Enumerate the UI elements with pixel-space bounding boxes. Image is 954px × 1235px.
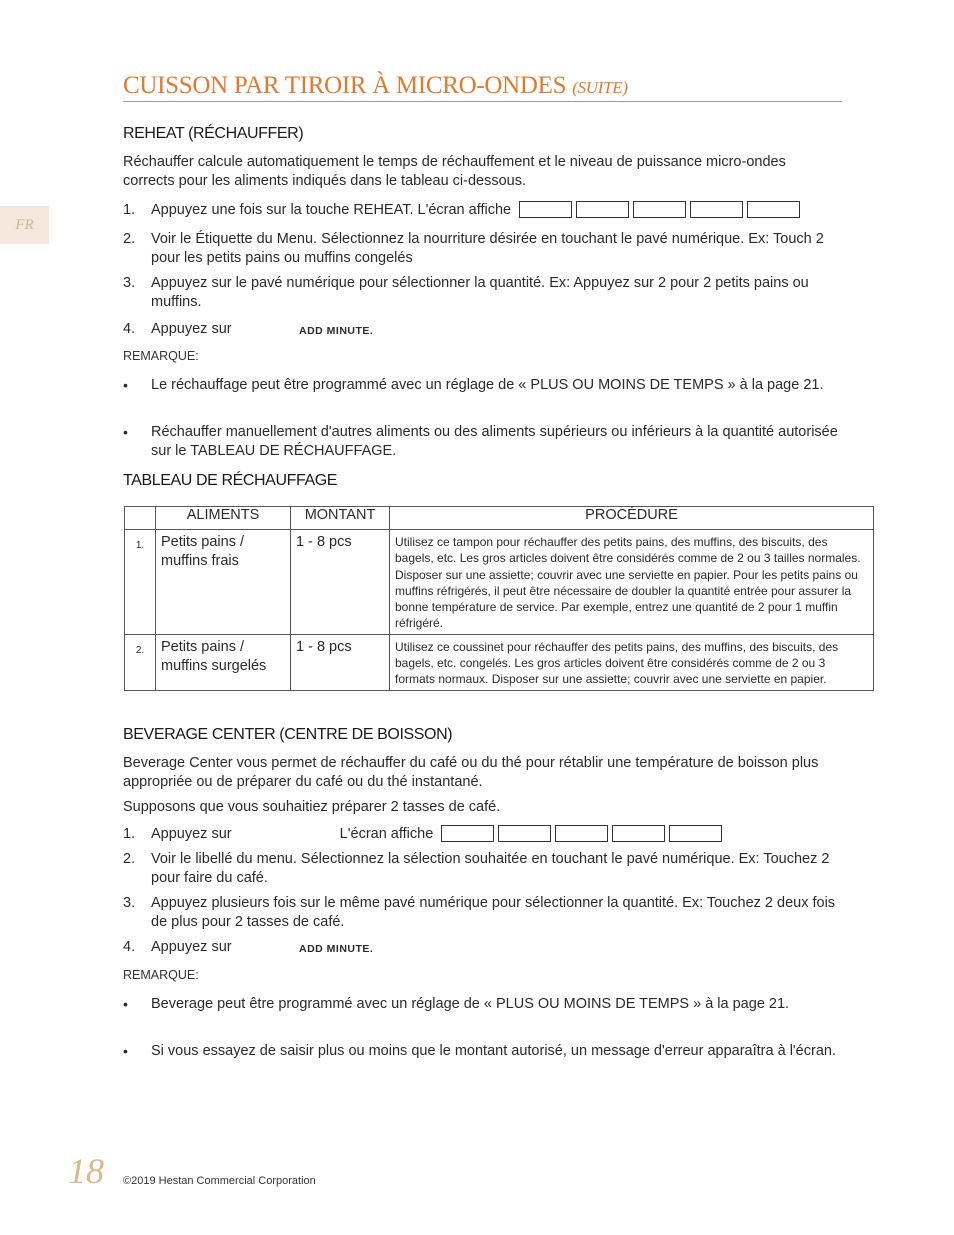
- bullet-text: Beverage peut être programmé avec un réglage de « PLUS OU MOINS DE TEMPS » à la page 21.: [151, 996, 790, 1012]
- beverage-remark-label: REMARQUE:: [123, 968, 199, 982]
- page-number: 18: [68, 1151, 104, 1191]
- bullet-symbol: •: [123, 1043, 128, 1059]
- bullet-text: Si vous essayez de saisir plus ou moins que le montant autorisé, un message d'erreur apparaîtra à l'écran.: [151, 1043, 836, 1059]
- step-number: 4.: [123, 321, 136, 337]
- step-number: 2.: [123, 851, 136, 867]
- add-minute-key-label: ADD MINUTE.: [299, 943, 374, 955]
- reheat-remark-label: REMARQUE:: [123, 349, 199, 363]
- bullet-text: Réchauffer manuellement d'autres aliments ou des aliments supérieurs ou inférieurs à la quantité autorisée sur le TABLEAU DE RÉCHAUFFAGE.: [151, 424, 838, 459]
- bullet-symbol: •: [123, 996, 128, 1012]
- beverage-heading: BEVERAGE CENTER (CENTRE DE BOISSON): [123, 726, 453, 743]
- copyright: ©2019 Hestan Commercial Corporation: [123, 1175, 316, 1187]
- row-number: 1.: [125, 530, 156, 635]
- row-procedure: Utilisez ce tampon pour réchauffer des petits pains, des muffins, des biscuits, des bagels, etc. Les gros articles doivent être considérés comme de 2 ou 3 tailles normales. Disposer sur une assiette; couvrir avec une serviette en papier. Pour les petits pains ou muffins réfrigérés, il peut être nécessaire de doubler la quantité entrée pour assurer la bonne température de service. Par exemple, entrez une quantité de 2 pour 1 muffin réfrigéré.: [390, 530, 874, 635]
- step-text: Appuyez sur L'écran affiche: [151, 825, 841, 844]
- step-text: Appuyez une fois sur la touche REHEAT. L'écran affiche: [151, 201, 841, 220]
- page-title-main: CUISSON PAR TIROIR À MICRO-ONDES: [123, 72, 567, 99]
- step-text: Appuyez plusieurs fois sur le même pavé numérique pour sélectionner la quantité. Ex: Touchez 2 deux fois de plus pour 2 tasses de café.: [151, 895, 836, 930]
- reheat-table-heading: TABLEAU DE RÉCHAUFFAGE: [123, 472, 338, 489]
- page-title: [123, 72, 842, 102]
- bullet-text: Le réchauffage peut être programmé avec un réglage de « PLUS OU MOINS DE TEMPS » à la page 21.: [151, 377, 824, 393]
- beverage-suppose: Supposons que vous souhaitiez préparer 2 tasses de café.: [123, 799, 501, 815]
- row-food: Petits pains / muffins frais: [156, 530, 291, 635]
- step-number: 2.: [123, 231, 136, 247]
- column-header-number: [125, 507, 156, 530]
- beverage-intro: Beverage Center vous permet de réchauffer du café ou du thé pour rétablir une température de boisson plus appropriée ou de préparer du café ou du thé instantané.: [123, 755, 819, 790]
- step-number: 4.: [123, 939, 136, 955]
- bullet-symbol: •: [123, 424, 128, 440]
- page-title-suffix: (SUITE): [572, 78, 628, 97]
- bullet-symbol: •: [123, 377, 128, 393]
- row-amount: 1 - 8 pcs: [291, 634, 390, 690]
- display-boxes: [519, 201, 800, 218]
- table-row: [125, 634, 874, 690]
- reheat-heading: REHEAT (RÉCHAUFFER): [123, 125, 304, 142]
- step-text: Voir le Étiquette du Menu. Sélectionnez la nourriture désirée en touchant le pavé numérique. Ex: Touch 2 pour les petits pains ou muffins congelés: [151, 231, 824, 266]
- step-text: Voir le libellé du menu. Sélectionnez la sélection souhaitée en touchant le pavé numérique. Ex: Touchez 2 pour faire du café.: [151, 851, 830, 886]
- reheat-intro: Réchauffer calcule automatiquement le temps de réchauffement et le niveau de puissance micro-ondes corrects pour les aliments indiqués dans le tableau ci-dessous.: [123, 154, 786, 189]
- step-text: Appuyez sur le pavé numérique pour sélectionner la quantité. Ex: Appuyez sur 2 pour 2 petits pains ou muffins.: [151, 275, 809, 310]
- step-text: Appuyez sur: [151, 939, 232, 955]
- step-number: 3.: [123, 895, 136, 911]
- step-number: 3.: [123, 275, 136, 291]
- step-number: 1.: [123, 826, 136, 842]
- row-amount: 1 - 8 pcs: [291, 530, 390, 635]
- column-header-aliments: ALIMENTS: [156, 507, 291, 530]
- row-number: 2.: [125, 634, 156, 690]
- display-boxes: [441, 825, 722, 842]
- row-procedure: Utilisez ce coussinet pour réchauffer des petits pains, des muffins, des biscuits, des bagels, etc. congelés. Les gros articles doivent être considérés comme de 2 ou 3 formats normaux. Disposer sur une assiette; couvrir avec une serviette en papier.: [390, 634, 874, 690]
- step-number: 1.: [123, 202, 136, 218]
- row-food: Petits pains / muffins surgelés: [156, 634, 291, 690]
- table-row: [125, 530, 874, 635]
- column-header-montant: MONTANT: [291, 507, 390, 530]
- column-header-procedure: PROCÉDURE: [390, 507, 874, 530]
- step-text: Appuyez sur: [151, 321, 232, 337]
- language-tab: FR: [0, 206, 49, 244]
- reheat-table: [124, 506, 874, 691]
- table-header-row: [125, 507, 874, 530]
- add-minute-key-label: ADD MINUTE.: [299, 325, 374, 337]
